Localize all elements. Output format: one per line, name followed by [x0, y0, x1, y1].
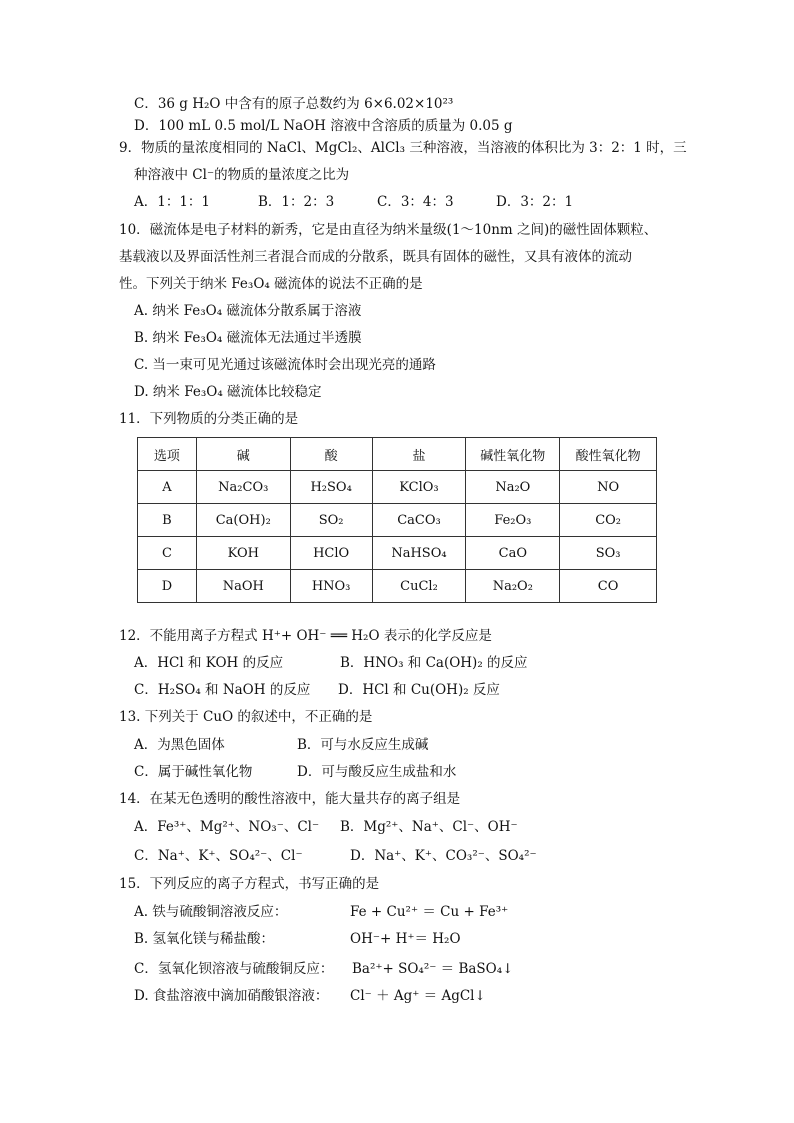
- table-header-cell: 选项: [138, 438, 197, 471]
- q9-stem-line2: 种溶液中 Cl⁻的物质的量浓度之比为: [134, 167, 350, 183]
- q15-option-a-equation: Fe + Cu²⁺ ＝ Cu + Fe³⁺: [350, 904, 509, 920]
- q13-option-a: A．为黑色固体: [134, 737, 225, 753]
- table-cell: Na₂O₂: [466, 570, 560, 603]
- table-cell: HNO₃: [290, 570, 372, 603]
- q11-stem: 11．下列物质的分类正确的是: [119, 411, 299, 427]
- table-row: [138, 504, 657, 537]
- q12-option-b: B．HNO₃ 和 Ca(OH)₂ 的反应: [340, 655, 528, 671]
- q13-stem: 13. 下列关于 CuO 的叙述中，不正确的是: [119, 709, 373, 725]
- table-cell: CaO: [466, 537, 560, 570]
- q10-stem-line3: 性。下列关于纳米 Fe₃O₄ 磁流体的说法不正确的是: [119, 276, 423, 292]
- table-header-cell: 盐: [372, 438, 466, 471]
- q10-option-d: D. 纳米 Fe₃O₄ 磁流体比较稳定: [134, 384, 322, 400]
- classification-table: [137, 437, 657, 603]
- q8-option-d: D．100 mL 0.5 mol/L NaOH 溶液中含溶质的质量为 0.05 g: [134, 118, 513, 134]
- q15-option-b-label: B. 氢氧化镁与稀盐酸：: [134, 931, 275, 947]
- q14-option-b: B．Mg²⁺、Na⁺、Cl⁻、OH⁻: [340, 819, 518, 835]
- q15-option-a-label: A. 铁与硫酸铜溶液反应：: [134, 904, 288, 920]
- q9-option-a: A．1：1：1: [134, 194, 211, 210]
- q13-option-d: D．可与酸反应生成盐和水: [297, 764, 457, 780]
- q12-option-d: D．HCl 和 Cu(OH)₂ 反应: [338, 682, 500, 698]
- q12-option-c: C．H₂SO₄ 和 NaOH 的反应: [134, 682, 311, 698]
- table-cell: A: [138, 471, 197, 504]
- q15-option-b-equation: OH⁻+ H⁺＝ H₂O: [350, 931, 461, 947]
- table-cell: B: [138, 504, 197, 537]
- q10-option-c: C. 当一束可见光通过该磁流体时会出现光亮的通路: [134, 357, 436, 373]
- q14-option-d: D．Na⁺、K⁺、CO₃²⁻、SO₄²⁻: [350, 848, 537, 864]
- q15-option-d-equation: Cl⁻ ＋ Ag⁺ ＝ AgCl↓: [350, 988, 486, 1004]
- table-cell: CO₂: [560, 504, 657, 537]
- q15-option-c-label: C．氢氧化钡溶液与硫酸铜反应：: [134, 961, 334, 977]
- table-row: [138, 537, 657, 570]
- q9-option-d: D．3：2：1: [496, 194, 574, 210]
- q9-option-b: B．1：2：3: [258, 194, 335, 210]
- table-cell: SO₃: [560, 537, 657, 570]
- table-cell: HClO: [290, 537, 372, 570]
- q15-stem: 15．下列反应的离子方程式，书写正确的是: [119, 876, 380, 892]
- table-cell: NaHSO₄: [372, 537, 466, 570]
- q9-option-c: C．3：4：3: [377, 194, 454, 210]
- q14-option-a: A．Fe³⁺、Mg²⁺、NO₃⁻、Cl⁻: [134, 819, 320, 835]
- table-cell: C: [138, 537, 197, 570]
- q13-option-b: B．可与水反应生成碱: [297, 737, 429, 753]
- table-cell: NaOH: [196, 570, 290, 603]
- q10-option-b: B. 纳米 Fe₃O₄ 磁流体无法通过半透膜: [134, 330, 362, 346]
- table-cell: CuCl₂: [372, 570, 466, 603]
- q14-option-c: C．Na⁺、K⁺、SO₄²⁻、Cl⁻: [134, 848, 303, 864]
- q8-option-c: C．36 g H₂O 中含有的原子总数约为 6×6.02×10²³: [134, 96, 454, 112]
- table-header-cell: 碱: [196, 438, 290, 471]
- table-cell: CO: [560, 570, 657, 603]
- q15-option-c-equation: Ba²⁺+ SO₄²⁻ ＝ BaSO₄↓: [352, 961, 514, 977]
- table-cell: Ca(OH)₂: [196, 504, 290, 537]
- table-header-cell: 酸: [290, 438, 372, 471]
- q10-stem-line2: 基载液以及界面活性剂三者混合而成的分散系，既具有固体的磁性，又具有液体的流动: [119, 249, 632, 265]
- table-cell: Fe₂O₃: [466, 504, 560, 537]
- table-header-row: [138, 438, 657, 471]
- q10-option-a: A. 纳米 Fe₃O₄ 磁流体分散系属于溶液: [134, 303, 362, 319]
- table-cell: CaCO₃: [372, 504, 466, 537]
- q12-option-a: A．HCl 和 KOH 的反应: [134, 655, 284, 671]
- q9-stem-line1: 9．物质的量浓度相同的 NaCl、MgCl₂、AlCl₃ 三种溶液，当溶液的体积比为 3：2：1 时，三: [119, 140, 687, 156]
- table-cell: NO: [560, 471, 657, 504]
- table-row: [138, 471, 657, 504]
- q14-stem: 14．在某无色透明的酸性溶液中，能大量共存的离子组是: [119, 791, 461, 807]
- q15-option-d-label: D. 食盐溶液中滴加硝酸银溶液：: [134, 988, 329, 1004]
- table-header-cell: 碱性氧化物: [466, 438, 560, 471]
- table-cell: Na₂CO₃: [196, 471, 290, 504]
- q10-stem-line1: 10．磁流体是电子材料的新秀，它是由直径为纳米量级(1～10nm 之间)的磁性固体颗粒、: [119, 222, 658, 238]
- table-row: [138, 570, 657, 603]
- table-cell: KClO₃: [372, 471, 466, 504]
- q13-option-c: C．属于碱性氧化物: [134, 764, 253, 780]
- table-cell: H₂SO₄: [290, 471, 372, 504]
- table-header-cell: 酸性氧化物: [560, 438, 657, 471]
- table-cell: SO₂: [290, 504, 372, 537]
- q12-stem: 12．不能用离子方程式 H⁺+ OH⁻ ══ H₂O 表示的化学反应是: [119, 628, 492, 644]
- table-cell: KOH: [196, 537, 290, 570]
- table-cell: Na₂O: [466, 471, 560, 504]
- table-cell: D: [138, 570, 197, 603]
